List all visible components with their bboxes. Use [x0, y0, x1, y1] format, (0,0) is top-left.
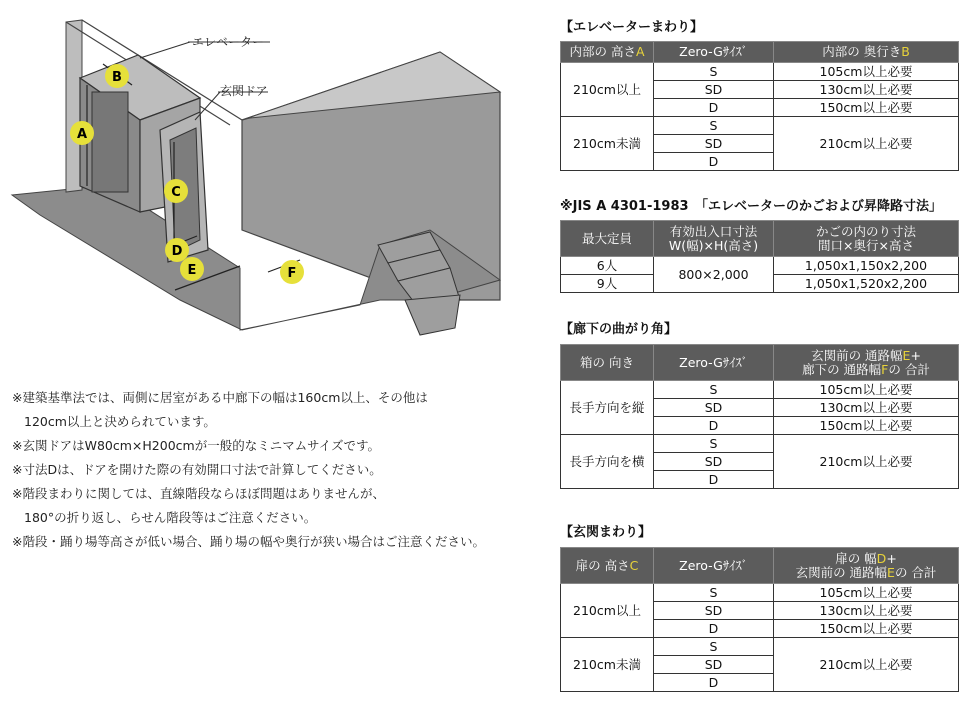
col-header: 箱の 向き [561, 345, 654, 381]
value-cell: 130cm以上必要 [774, 81, 959, 99]
jis-section-title: ※JIS A 4301-1983 「エレベーターのかごおよび昇降路寸法」 [560, 199, 943, 214]
size-cell: SD [654, 135, 774, 153]
elevator-label: エレベーター [192, 35, 265, 49]
group-cell: 210cm以上 [561, 584, 654, 638]
size-cell: D [654, 620, 774, 638]
col-header: Zero-Gｻｲｽﾞ [654, 548, 774, 584]
marker-C [164, 179, 188, 203]
note-line: ※階段まわりに関しては、直線階段ならほぼ問題はありませんが、 [12, 486, 385, 501]
group-cell: 長手方向を横 [561, 435, 654, 489]
corridor-section-title: 【廊下の曲がり角】 [560, 322, 678, 337]
size-cell: D [654, 417, 774, 435]
marker-D [165, 238, 189, 262]
size-cell: S [654, 381, 774, 399]
svg-text:D: D [171, 244, 183, 259]
size-cell: S [654, 584, 774, 602]
elevator-section-title: 【エレベーターまわり】 [560, 20, 704, 35]
size-cell: S [654, 435, 774, 453]
size-cell: SD [654, 602, 774, 620]
col-header: 扉の 幅D+ 玄関前の 通路幅Eの 合計 [774, 548, 959, 584]
col-header: 内部の 高さA [561, 42, 654, 63]
col-header: かごの内のり寸法 間口×奥行×高さ [774, 221, 959, 257]
group-cell: 210cm未満 [561, 638, 654, 692]
marker-F [280, 260, 304, 284]
group-cell: 210cm未満 [561, 117, 654, 171]
size-cell: D [654, 471, 774, 489]
size-cell: SD [654, 453, 774, 471]
col-header: 内部の 奥行きB [774, 42, 959, 63]
col-header: 有効出入口寸法 W(幅)×H(高さ) [654, 221, 774, 257]
value-cell: 130cm以上必要 [774, 602, 959, 620]
note-line: 120cm以上と決められています。 [24, 414, 216, 429]
notes [12, 386, 485, 554]
opening-cell: 800×2,000 [654, 257, 774, 293]
note-line: ※建築基準法では、両側に居室がある中廊下の幅は160cm以上、その他は [12, 390, 428, 405]
size-cell: S [654, 63, 774, 81]
capacity-cell: 6人 [561, 257, 654, 275]
size-cell: D [654, 674, 774, 692]
size-cell: S [654, 117, 774, 135]
dimension-cell: 1,050x1,150x2,200 [774, 257, 959, 275]
svg-text:F: F [287, 266, 297, 281]
svg-text:E: E [187, 263, 197, 278]
elevator-table [560, 41, 959, 171]
note-line: ※寸法Dは、ドアを開けた際の有効開口寸法で計算してください。 [12, 462, 382, 477]
group-cell: 長手方向を縦 [561, 381, 654, 435]
marker-E [180, 257, 204, 281]
value-cell: 150cm以上必要 [774, 99, 959, 117]
value-cell: 105cm以上必要 [774, 63, 959, 81]
marker-A [70, 121, 94, 145]
capacity-cell: 9人 [561, 275, 654, 293]
jis-table [560, 220, 959, 293]
size-cell: S [654, 638, 774, 656]
value-cell: 210cm以上必要 [774, 638, 959, 692]
svg-text:B: B [112, 70, 122, 85]
entrance-table [560, 547, 959, 692]
note-line: 180°の折り返し、らせん階段等はご注意ください。 [24, 510, 317, 525]
note-line: ※階段・踊り場等高さが低い場合、踊り場の幅や奥行が狭い場合はご注意ください。 [12, 534, 485, 549]
floor-plan-diagram [0, 0, 545, 345]
size-cell: SD [654, 399, 774, 417]
dimension-cell: 1,050x1,520x2,200 [774, 275, 959, 293]
size-cell: D [654, 153, 774, 171]
value-cell: 210cm以上必要 [774, 435, 959, 489]
entrance-door-label: 玄関ドア [220, 84, 268, 98]
marker-B [105, 64, 129, 88]
value-cell: 210cm以上必要 [774, 117, 959, 171]
svg-text:A: A [76, 127, 88, 142]
entrance-section-title: 【玄関まわり】 [560, 525, 652, 540]
corridor-table [560, 344, 959, 489]
size-cell: SD [654, 656, 774, 674]
col-header: Zero-Gｻｲｽﾞ [654, 345, 774, 381]
size-cell: D [654, 99, 774, 117]
col-header: 扉の 高さC [561, 548, 654, 584]
group-cell: 210cm以上 [561, 63, 654, 117]
value-cell: 130cm以上必要 [774, 399, 959, 417]
note-line: ※玄関ドアはW80cm×H200cmが一般的なミニマムサイズです。 [12, 438, 380, 453]
col-header: Zero-Gｻｲｽﾞ [654, 42, 774, 63]
value-cell: 105cm以上必要 [774, 381, 959, 399]
value-cell: 150cm以上必要 [774, 620, 959, 638]
svg-text:C: C [171, 185, 181, 200]
value-cell: 105cm以上必要 [774, 584, 959, 602]
size-cell: SD [654, 81, 774, 99]
value-cell: 150cm以上必要 [774, 417, 959, 435]
col-header: 玄関前の 通路幅E+ 廊下の 通路幅Fの 合計 [774, 345, 959, 381]
col-header: 最大定員 [561, 221, 654, 257]
